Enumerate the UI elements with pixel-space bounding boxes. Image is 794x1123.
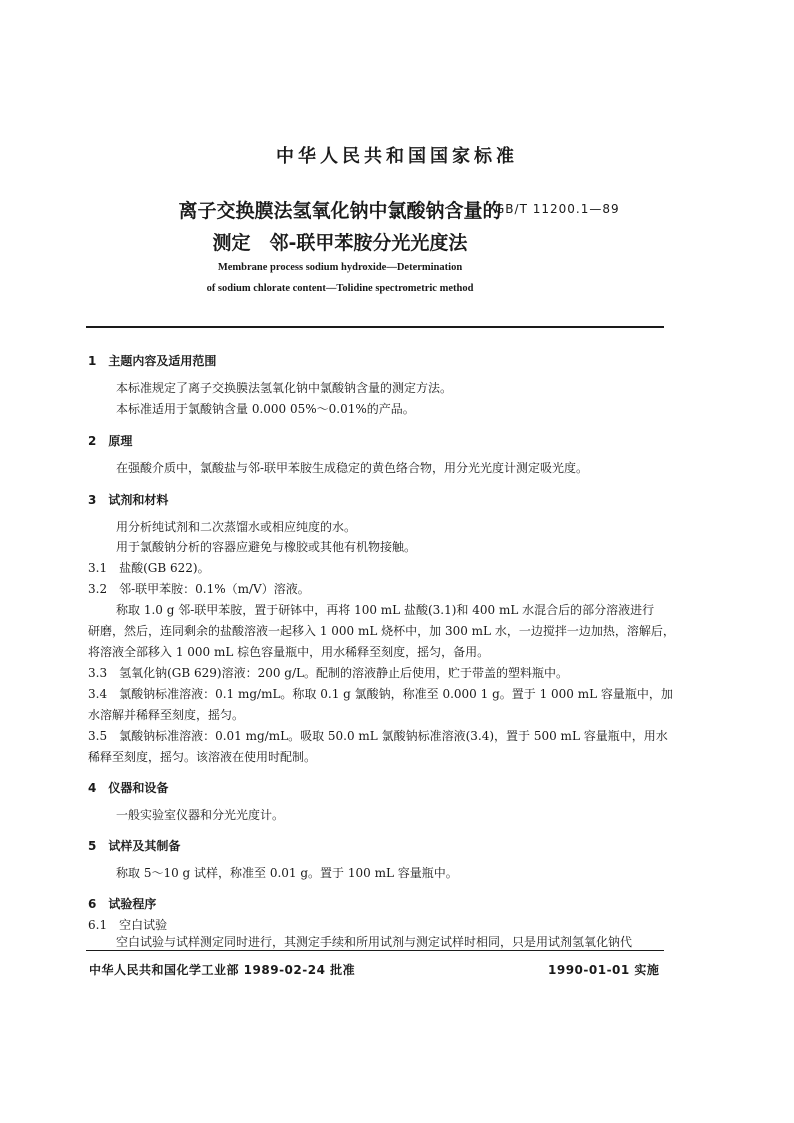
- clause-3-4-line-1: 3.4 氯酸钠标准溶液：0.1 mg/mL。称取 0.1 g 氯酸钠，称准至 0.000 1 g。置于 1 000 mL 容量瓶中，加: [88, 687, 673, 701]
- section-2-paragraph-1: 在强酸介质中，氯酸盐与邻-联甲苯胺生成稳定的黄色络合物，用分光光度计测定吸光度。: [116, 461, 589, 475]
- chinese-title-line-1: 离子交换膜法氢氧化钠中氯酸钠含量的: [178, 200, 502, 222]
- clause-3-5-line-1: 3.5 氯酸钠标准溶液：0.01 mg/mL。吸取 50.0 mL 氯酸钠标准溶液(3.4)，置于 500 mL 容量瓶中，用水: [88, 729, 668, 743]
- section-3-paragraph-2: 用于氯酸钠分析的容器应避免与橡胶或其他有机物接触。: [116, 540, 417, 554]
- section-1-paragraph-2: 本标准适用于氯酸钠含量 0.000 05%～0.01%的产品。: [116, 402, 415, 416]
- section-3-paragraph-1: 用分析纯试剂和二次蒸馏水或相应纯度的水。: [116, 520, 357, 534]
- clause-3-4-line-2: 水溶解并稀释至刻度，摇匀。: [88, 708, 245, 722]
- clause-3-2: 3.2 邻-联甲苯胺：0.1%（m/V）溶液。: [88, 582, 310, 596]
- section-5-heading: 5 试样及其制备: [88, 839, 181, 853]
- section-2-heading: 2 原理: [88, 434, 133, 448]
- clause-3-2-line-3: 将溶液全部移入 1 000 mL 棕色容量瓶中，用水稀释至刻度，摇匀，备用。: [88, 645, 490, 659]
- english-title-line-1: Membrane process sodium hydroxide—Determination: [217, 262, 463, 273]
- section-1-heading: 1 主题内容及适用范围: [88, 354, 217, 368]
- section-5-paragraph-1: 称取 5～10 g 试样，称准至 0.01 g。置于 100 mL 容量瓶中。: [116, 866, 458, 880]
- clause-3-5-line-2: 稀释至刻度，摇匀。该溶液在使用时配制。: [88, 750, 317, 764]
- clause-3-3: 3.3 氢氧化钠(GB 629)溶液：200 g/L。配制的溶液静止后使用，贮于带盖的塑料瓶中。: [88, 666, 568, 680]
- header-divider: [86, 326, 664, 328]
- national-standard-title: 中华人民共和国国家标准: [276, 146, 518, 167]
- clause-6-1: 6.1 空白试验: [88, 918, 168, 932]
- effective-date: 1990-01-01 实施: [548, 963, 660, 977]
- standard-number: GB/T 11200.1—89: [495, 202, 620, 216]
- chinese-title-line-2: 测定 邻-联甲苯胺分光光度法: [212, 232, 468, 254]
- clause-3-1: 3.1 盐酸(GB 622)。: [88, 561, 210, 575]
- clause-6-1-paragraph-1: 空白试验与试样测定同时进行，其测定手续和所用试剂与测定试样时相同，只是用试剂氢氧化钠代: [116, 935, 633, 949]
- section-6-heading: 6 试验程序: [88, 897, 157, 911]
- section-1-paragraph-1: 本标准规定了离子交换膜法氢氧化钠中氯酸钠含量的测定方法。: [116, 381, 453, 395]
- approval-date: 中华人民共和国化学工业部 1989-02-24 批准: [89, 963, 356, 977]
- section-4-heading: 4 仪器和设备: [88, 781, 169, 795]
- section-3-heading: 3 试剂和材料: [88, 493, 169, 507]
- footer-divider: [86, 950, 664, 951]
- section-4-paragraph-1: 一般实验室仪器和分光光度计。: [116, 808, 285, 822]
- clause-3-2-line-1: 称取 1.0 g 邻-联甲苯胺，置于研钵中，再将 100 mL 盐酸(3.1)和 400 mL 水混合后的部分溶液进行: [116, 603, 655, 617]
- english-title-line-2: of sodium chlorate content—Tolidine spectrometric method: [206, 283, 474, 294]
- clause-3-2-line-2: 研磨，然后，连同剩余的盐酸溶液一起移入 1 000 mL 烧杯中，加 300 mL 水，一边搅拌一边加热，溶解后，: [88, 624, 675, 638]
